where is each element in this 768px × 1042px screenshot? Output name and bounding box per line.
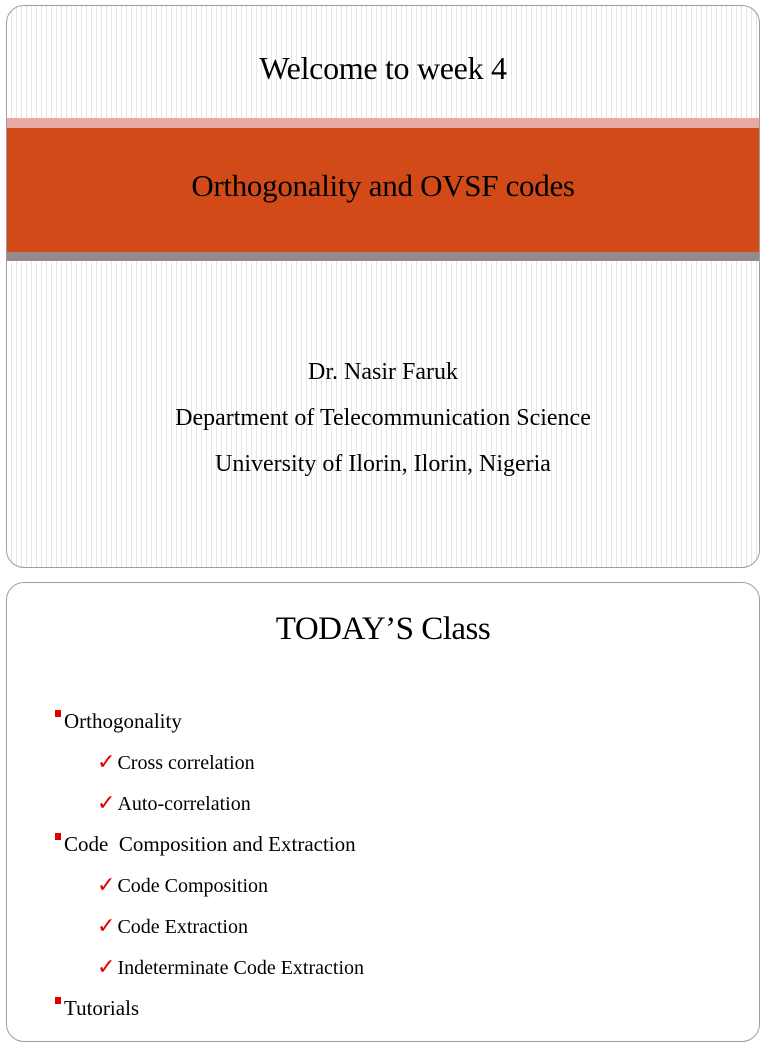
red-checkmark-icon: ✓ [97,873,116,898]
slide-subtitle: Orthogonality and OVSF codes [191,168,575,203]
agenda-subitem [55,742,364,783]
agenda-item [55,824,364,865]
title-slide [6,5,760,568]
agenda-item [55,701,364,742]
red-checkmark-icon: ✓ [97,791,116,816]
accent-band-top [7,118,759,128]
agenda-subitem [55,906,364,947]
agenda-item-label: Tutorials [64,996,140,1020]
red-square-bullet-icon [55,710,61,717]
red-square-bullet-icon [55,833,61,840]
author-department: Department of Telecommunication Science [175,405,591,431]
red-square-bullet-icon [55,997,61,1004]
agenda-subitem [55,783,364,824]
agenda-title: TODAY’S Class [275,611,491,647]
agenda-item-label: Orthogonality [64,709,182,733]
red-checkmark-icon: ✓ [97,955,116,980]
agenda-subitem-label: Cross correlation [117,752,255,774]
agenda-subitem-label: Code Extraction [117,916,248,938]
agenda-subitem-label: Code Composition [117,875,269,897]
subtitle-band [7,128,759,252]
agenda-item [55,988,364,1029]
agenda-slide [6,582,760,1042]
red-checkmark-icon: ✓ [97,750,116,775]
agenda-subitem [55,947,364,988]
agenda-subitem-label: Indeterminate Code Extraction [117,957,365,979]
accent-band-bottom [7,252,759,261]
author-name: Dr. Nasir Faruk [308,359,458,385]
red-checkmark-icon: ✓ [97,914,116,939]
agenda-list [55,701,364,1029]
agenda-item-label: Code Composition and Extraction [64,832,356,856]
author-university: University of Ilorin, Ilorin, Nigeria [215,451,551,477]
agenda-subitem [55,865,364,906]
agenda-subitem-label: Auto-correlation [117,793,251,815]
slide-title: Welcome to week 4 [259,50,507,86]
author-info [7,349,759,487]
